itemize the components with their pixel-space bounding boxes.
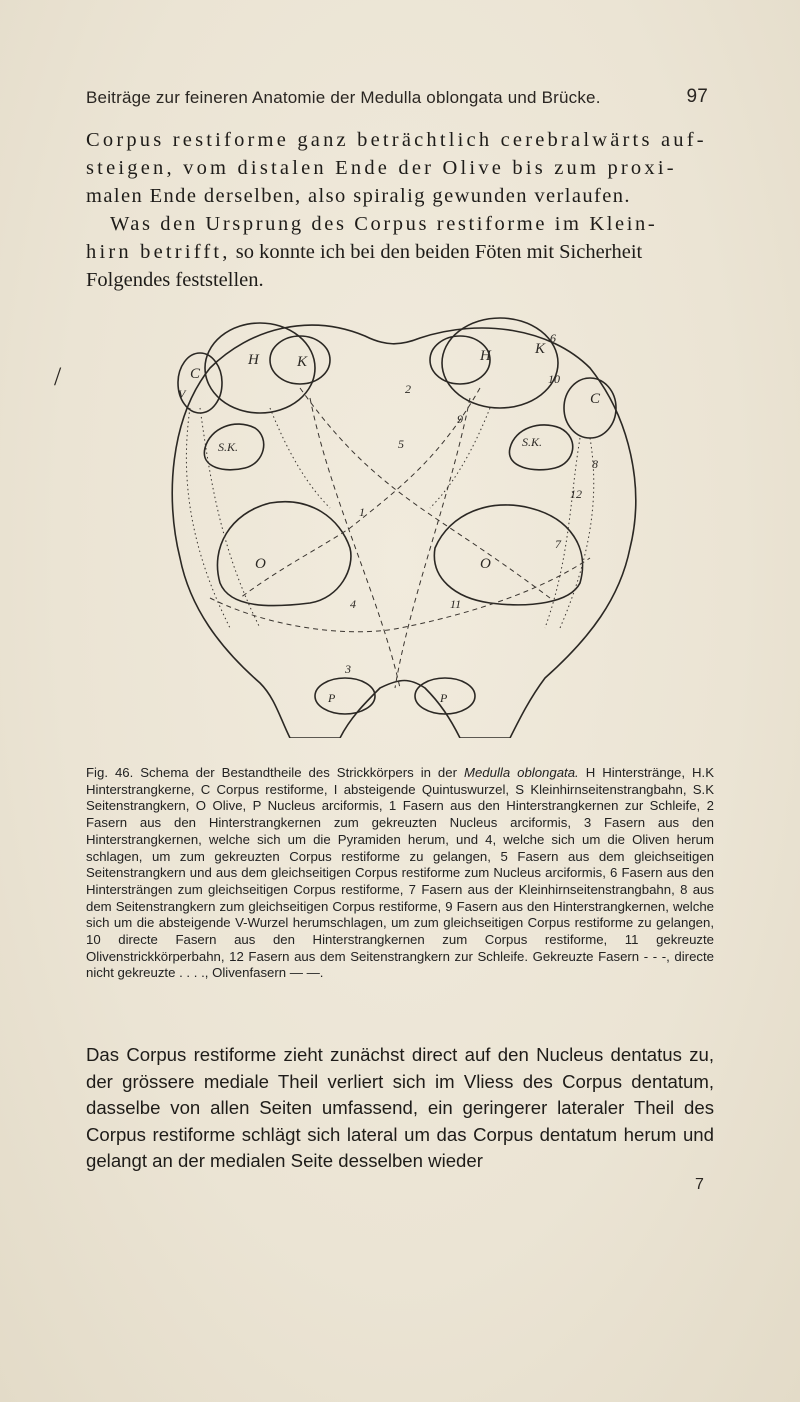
- margin-mark: /: [54, 362, 62, 391]
- label-num-2: 2: [405, 382, 411, 396]
- right-olive: [434, 505, 582, 605]
- crossed-fibres: [395, 398, 470, 688]
- direct-fibres: [270, 408, 330, 508]
- body-text: Das Corpus restiforme zieht zunächst direct auf den Nucleus dentatus zu, der grössere mediale Theil verliert sich im Vliess des Corpus dentatum, dasselbe von allen Seiten umfassend, ein geringerer lateraler Theil des Corpus restiforme schlägt sich lateral um das Corpus dentatum herum und gelangt an der medialen Seite desselben wieder: [86, 1044, 714, 1171]
- crossed-fibres: [310, 398, 400, 688]
- right-hinterstrang: [442, 318, 558, 408]
- label-k-right: K: [535, 341, 546, 357]
- intro-spaced-text: hirn betrifft,: [86, 241, 231, 263]
- caption-lead: Fig. 46. Schema der Bestandtheile des Strickkörpers in der: [86, 765, 464, 780]
- intro-line: Was den Ursprung des Corpus restiforme im Klein-: [110, 213, 658, 235]
- right-corpus-restiforme: [564, 378, 616, 438]
- crossed-fibres: [210, 558, 590, 632]
- label-p-left: P: [328, 691, 336, 705]
- signature-mark: 7: [695, 1176, 704, 1193]
- intro-line: malen Ende derselben, also spiralig gewunden verlaufen.: [86, 185, 631, 207]
- running-head-title: Beiträge zur feineren Anatomie der Medulla oblongata und Brücke.: [86, 88, 601, 107]
- figure-46-schema: [150, 298, 780, 738]
- label-k-left: K: [297, 354, 308, 370]
- label-num-12: 12: [570, 487, 582, 501]
- intro-line: [86, 238, 716, 266]
- label-sk-left: S.K.: [218, 440, 239, 454]
- left-olive: [217, 502, 350, 606]
- intro-line: steigen, vom distalen Ende der Olive bis zum proxi-: [86, 157, 677, 179]
- label-num-9: 9: [457, 412, 463, 426]
- label-num-5: 5: [398, 437, 404, 451]
- intro-line: Folgendes feststellen.: [86, 269, 264, 291]
- label-num-3: 3: [345, 662, 351, 676]
- page-number: 97: [686, 86, 708, 107]
- crossed-fibres: [240, 388, 480, 598]
- label-h-left: H: [248, 352, 259, 368]
- label-num-10: 10: [548, 372, 560, 386]
- label-h-right: H: [480, 348, 491, 364]
- caption-text: H Hinterstränge, H.K Hinterstrangkerne, C Corpus restiforme, I absteigende Quintuswurzel, S Kleinhirnseitenstrangbahn, S.K Seitenstrangkern, O Olive, P Nucleus arciformis, 1 Fasern aus den Hinterstrangkernen zur Schleife, 2 Fasern aus den Hinterstrangkernen zum gekreuzten Nucleus arciformis, 3 Fasern aus den Hinterstrangkernen, welche sich um die Pyramiden herum, und 4, welche sich um die Oliven herum schlagen, um zum gekreuzten Corpus restiforme zu gelangen, 5 Fasern aus dem gleichseitigen Seitenstrangkern und aus dem gleichseitigen Corpus restiforme zum Nucleus arciformis, 6 Fasern aus den Hintersträngen zum gleichseitigen Corpus restiforme, 7 Fasern aus der Kleinhirnseitenstrangbahn, 8 aus dem Seitenstrangkern zum gleichseitigen Corpus restiforme, 9 Fasern aus den Hinterstrangkernen, welche sich um die absteigende V-Wurzel herumschlagen, um zum gleichseitigen Corpus restiforme zu gelangen, 10 directe Fasern aus den Hinterstrangkernen zum Corpus restiforme, 11 gekreuzte Olivenstrickkörperbahn, 12 Fasern aus dem Seitenstrangkern zur Schleife. Gekreuzte Fasern - - -, directe nicht gekreuzte . . . ., Olivenfasern — —.: [86, 765, 714, 981]
- label-c-right: C: [590, 391, 601, 407]
- label-num-11: 11: [450, 597, 462, 611]
- label-v-left: V: [178, 387, 186, 401]
- intro-line: Corpus restiforme ganz beträchtlich cerebralwärts auf-: [86, 129, 707, 151]
- medulla-outline: [172, 325, 635, 738]
- direct-fibres: [545, 438, 580, 628]
- label-o-right: O: [480, 556, 491, 572]
- body-paragraph: [86, 1042, 714, 1175]
- label-num-1: 1: [359, 505, 365, 519]
- label-p-right: P: [440, 691, 448, 705]
- left-pyramid: [315, 678, 375, 714]
- direct-fibres: [560, 438, 594, 628]
- label-num-8: 8: [592, 457, 598, 471]
- label-num-4: 4: [350, 597, 356, 611]
- caption-lead-italic: Medulla oblongata.: [463, 765, 579, 780]
- label-sk-right: S.K.: [522, 435, 543, 449]
- intro-paragraph: [86, 126, 716, 294]
- medulla-schema-diagram: [150, 298, 780, 738]
- intro-text: so konnte ich bei den beiden Föten mit Sicherheit: [230, 241, 643, 263]
- label-c-left: C: [190, 366, 201, 382]
- label-o-left: O: [255, 556, 266, 572]
- label-num-7: 7: [555, 537, 561, 551]
- label-num-6: 6: [550, 331, 556, 345]
- figure-caption: [86, 765, 714, 982]
